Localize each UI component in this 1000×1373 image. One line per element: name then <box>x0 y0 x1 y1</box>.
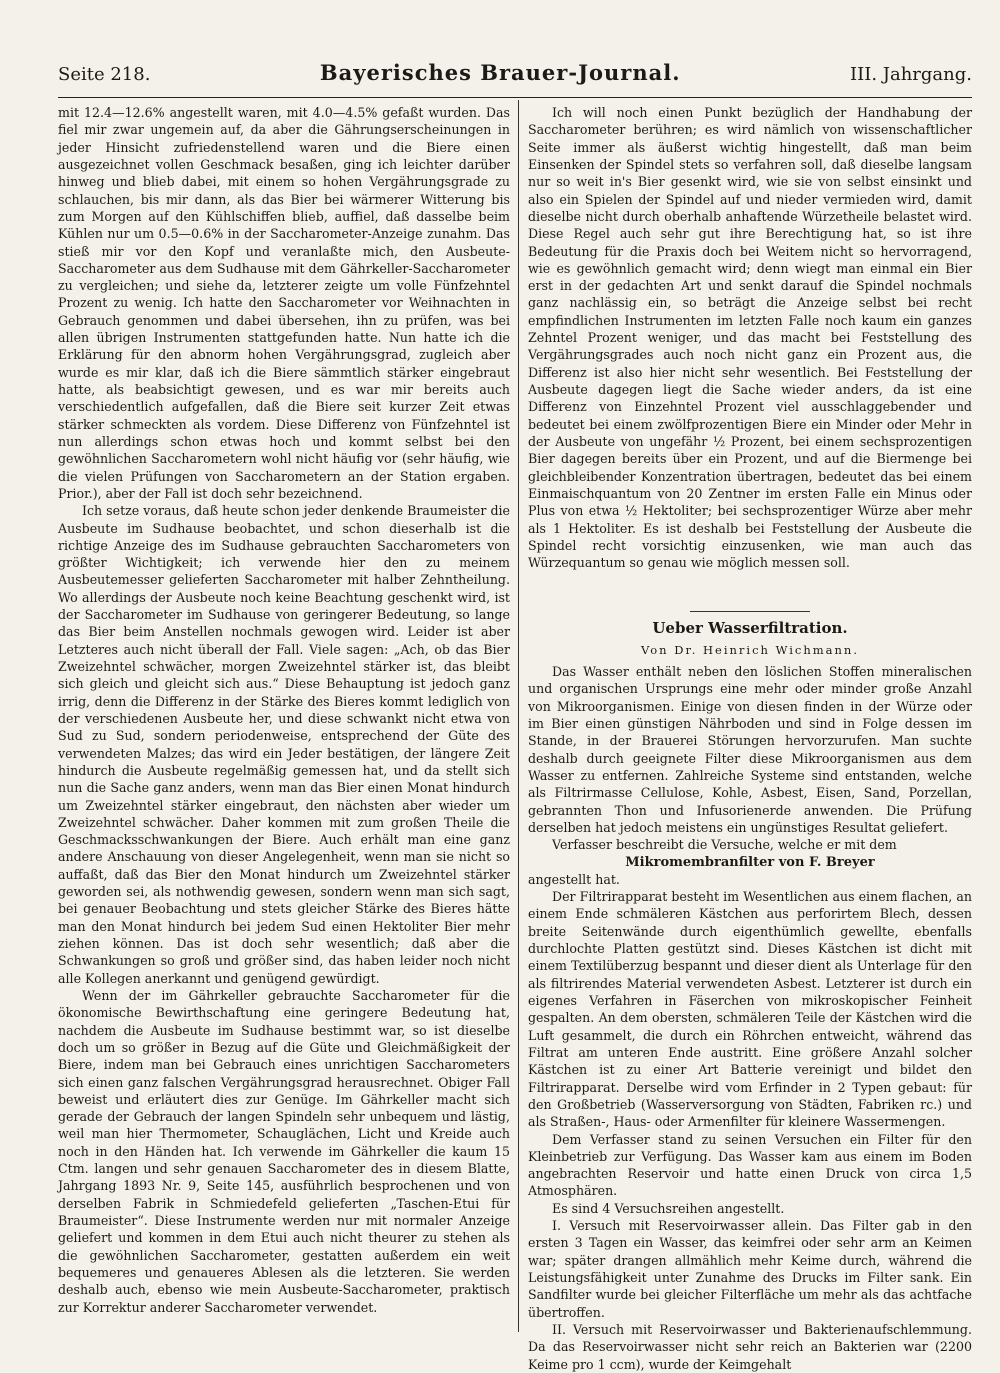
paragraph: angestellt hat. <box>528 871 620 887</box>
left-column <box>58 104 510 1316</box>
paragraph: II. Versuch mit Reservoirwasser und Bakterienaufschlemmung. Da das Reservoirwasser nicht sehr reich an Bakterien war (2200 Keime pro 1 ccm), wurde der Keimgehalt <box>528 1321 972 1372</box>
column-divider <box>518 100 519 1332</box>
journal-title: Bayerisches Brauer-Journal. <box>319 60 681 85</box>
paragraph: Ich setze voraus, daß heute schon jeder denkende Braumeister die Ausbeute im Sudhause beobachtet, und schon dieserhalb ist die richtige Anzeige des im Sudhause gebrauchten Saccharometers von größter Wichtigkeit; ich verwende hier den zu meinem Ausbeutemesser gelieferten Saccharometer mit halber Zehntheilung. Wo allerdings der Ausbeute noch keine Beachtung geschenkt wird, ist der Saccharometer im Sudhause von geringerer Bedeutung, so lange das Bier beim Anstellen nochmals gewogen wird. Leider ist aber Letzteres auch nicht überall der Fall. Viele sagen: „Ach, ob das Bier Zweizehntel schwächer, morgen Zweizehntel stärker ist, das bleibt sich gleich und gleicht sich aus.“ Diese Behauptung ist jedoch ganz irrig, denn die Differenz in der Stärke des Bieres kommt lediglich von der verschiedenen Ausbeute her, und diese schwankt nicht etwa von Sud zu Sud, sondern periodenweise, entsprechend der Güte des verwendeten Malzes; das wird ein Jeder bestätigen, der längere Zeit hindurch die Ausbeute regelmäßig gemessen hat, und da stellt sich nun die Sache ganz anders, wenn man das Bier einen Monat hindurch um Zweizehntel stärker eingebraut, den nächsten aber wieder um Zweizehntel schwächer. Daher kommen mit zum großen Theile die Geschmacksschwankungen der Biere. Auch erhält man eine ganz andere Anschauung von dieser Angelegenheit, wenn man sie nicht so auffaßt, daß das Bier den Monat hindurch um Zweizehntel stärker geworden sei, als nothwendig gewesen, sondern wenn man sich sagt, bei genauer Beobachtung und stets gleicher Stärke des Bieres hätte man den Monat hindurch bei jedem Sud einen Hektoliter Bier mehr ziehen können. Das ist doch sehr wesentlich; daß aber die Schwankungen so groß und größer sind, das haben leider noch nicht alle Kollegen anerkannt und genügend gewürdigt. <box>58 503 510 986</box>
article-title-text: Ueber Wasserfiltration. <box>652 619 848 638</box>
header-rule <box>58 97 972 98</box>
paragraph: Der Filtrirapparat besteht im Wesentlichen aus einem flachen, an einem Ende schmäleren Kästchen aus perforirtem Blech, dessen breite Seitenwände durch eigenthümlich gewellte, ebenfalls durchlochte Platten gestützt sind. Dieses Kästchen ist dicht mit einem Textilüberzug bespannt und dieser dient als Unterlage für den als filtrirendes Material verwendeten Asbest. Letzterer ist durch ein eigenes Verfahren in Fäserchen von mikroskopischer Feinheit gespalten. An dem obersten, schmäleren Teile der Kästchen wird die Luft gesammelt, die durch ein Röhrchen entweicht, während das Filtrat am unteren Ende austritt. Eine größere Anzahl solcher Kästchen ist zu einer Art Batterie vereinigt und bildet den Filtrirapparat. Derselbe wird vom Erfinder in 2 Typen gebaut: für den Großbetrieb (Wasserversorgung von Städten, Fabriken rc.) und als Straßen-, Haus- oder Armenfilter für kleinere Wassermengen. <box>528 889 972 1130</box>
paragraph: Das Wasser enthält neben den löslichen Stoffen mineralischen und organischen Ursprungs eine mehr oder minder große Anzahl von Mikroorganismen. Einige von diesen finden in der Würze oder im Bier einen günstigen Nährboden und sind in Folge dessen im Stande, in der Brauerei Störungen hervorzurufen. Man suchte deshalb durch geeignete Filter diese Mikroorganismen aus dem Wasser zu entfernen. Zahlreiche Systeme sind entstanden, welche als Filtrirmasse Cellulose, Kohle, Asbest, Eisen, Sand, Porzellan, gebrannten Thon und Infusorienerde anwenden. Die Prüfung derselben hat jedoch meistens ein ungünstiges Resultat geliefert. <box>528 664 972 835</box>
page-header <box>58 60 972 94</box>
page-number: Seite 218. <box>58 64 151 85</box>
paragraph: Dem Verfasser stand zu seinen Versuchen ein Filter für den Kleinbetrieb zur Verfügung. Das Wasser kam aus einem im Boden angebrachten Reservoir und hatte einen Druck von circa 1,5 Atmosphären. <box>528 1131 972 1199</box>
paragraph: I. Versuch mit Reservoirwasser allein. Das Filter gab in den ersten 3 Tagen ein Wasser, das keimfrei oder sehr arm an Keimen war; später drangen allmählich mehr Keime durch, während die Leistungsfähigkeit unter Zunahme des Drucks im Filter sank. Ein Sandfilter wurde bei gleicher Filterfläche um mehr als das achtfache übertroffen. <box>528 1218 972 1320</box>
paragraph: Ich will noch einen Punkt bezüglich der Handhabung der Saccharometer berühren; es wird nämlich von wissenschaftlicher Seite immer als äußerst wichtig hingestellt, daß man beim Einsenken der Spindel stets so verfahren soll, daß dieselbe langsam nur so weit in's Bier gesenkt wird, wie sie von selbst einsinkt und also ein Spielen der Spindel auf und nieder vermieden wird, damit dieselbe nicht durch oberhalb anhaftende Würzetheile belastet wird. Diese Regel auch sehr gut ihre Berechtigung hat, so ist ihre Bedeutung für die Praxis doch bei Weitem nicht so hervorragend, wie es gewöhnlich gemacht wird; denn wiegt man einmal ein Bier erst in der gedachten Art und senkt darauf die Spindel nochmals ganz nachlässig ein, so beträgt die Anzeige selbst bei recht empfindlichen Instrumenten im letzten Falle noch kaum ein ganzes Zehntel Prozent weniger, und das macht bei Feststellung des Vergährungsgrades auch noch nicht ganz ein Prozent aus, die Differenz ist also hier nicht sehr wesentlich. Bei Feststellung der Ausbeute dagegen liegt die Sache wieder anders, da ist eine Differenz von Einzehntel Prozent viel ausschlaggebender und bedeutet bei einem zwölfprozentigen Biere ein Minder oder Mehr in der Ausbeute von ungefähr ½ Prozent, bei einem sechsprozentigen Bier dagegen bereits über ein Prozent, und auf die Biermenge bei gleichbleibender Konzentration übertragen, bedeutet das bei einem Einmaischquantum von 20 Zentner im ersten Falle ein Minus oder Plus von etwa ½ Hektoliter; bei sechsprozentiger Würze aber mehr als 1 Hektoliter. Es ist deshalb bei Feststellung der Ausbeute die Spindel recht vorsichtig einzusenken, wie man auch das Würzequantum so genau wie möglich messen soll. <box>528 105 972 571</box>
volume-label: III. Jahrgang. <box>849 64 972 85</box>
paragraph: Wenn der im Gährkeller gebrauchte Saccharometer für die ökonomische Bewirthschaftung eine geringere Bedeutung hat, nachdem die Ausbeute im Sudhause bestimmt war, so ist dieselbe doch um so größer in Bezug auf die Güte und Gleichmäßigkeit der Biere, indem man bei Gebrauch eines unrichtigen Saccharometers sich einen ganz falschen Vergährungsgrad herausrechnet. Obiger Fall beweist und erläutert dies zur Genüge. Im Gährkeller macht sich gerade der Gebrauch der langen Spindeln sehr unbequem und lästig, weil man hier Thermometer, Schauglächen, Licht und Kreide auch noch in den Händen hat. Ich verwende im Gährkeller die kaum 15 Ctm. langen und sehr genauen Saccharometer des in diesem Blatte, Jahrgang 1893 Nr. 9, Seite 145, ausführlich besprochenen und von derselben Fabrik in Schmiedefeld gelieferten „Taschen-Etui für Braumeister“. Diese Instrumente werden nur mit normaler Anzeige geliefert und kommen in dem Etui auch nicht theurer zu stehen als die gewöhnlichen Saccharometer, gestatten außerdem ein weit bequemeres und genaueres Ablesen als die letzteren. Sie werden deshalb auch, ebenso wie mein Ausbeute-Saccharometer, praktisch zur Korrektur anderer Saccharometer verwendet. <box>58 987 510 1315</box>
title-rule <box>690 611 810 612</box>
paragraph: mit 12.4—12.6% angestellt waren, mit 4.0—4.5% gefaßt wurden. Das fiel mir zwar ungemein auf, da aber die Gährungserscheinungen in jeder Hinsicht zufriedenstellend waren und die Biere einen ausgezeichnet vollen Geschmack besaßen, ging ich leichter darüber hinweg und blieb dabei, mit einem so hohen Vergährungsgrade zu schlauchen, bis mir dann, als das Bier bei wärmerer Witterung bis zum Morgen auf den Kühlschiffen blieb, auffiel, daß dasselbe beim Kühlen nur um 0.5—0.6% in der Saccharometer-Anzeige zunahm. Das stieß mir vor den Kopf und veranlaßte mich, den Ausbeute-Saccharometer aus dem Sudhause mit dem Gährkeller-Saccharometer zu vergleichen; und siehe da, letzterer zeigte um volle Fünfzehntel Prozent zu wenig. Ich hatte den Saccharometer vor Weihnachten in Gebrauch genommen und dabei übersehen, ihn zu prüfen, was bei allen übrigen Instrumenten stattgefunden hatte. Nun hatte ich die Erklärung für den abnorm hohen Vergährungsgrad, zugleich aber wurde es mir klar, daß ich die Biere sämmtlich stärker eingebraut hatte, als beabsichtigt gewesen, und es war mir bereits auch verschiedentlich aufgefallen, daß die Biere seit kurzer Zeit etwas stärker schmeckten als vordem. Diese Differenz von Fünfzehntel ist nun allerdings schon etwas hoch und kommt selbst bei den gewöhnlichen Saccharometern wohl nicht häufig vor (sehr häufig, wie die vielen Prüfungen von Saccharometern an der Station ergaben. Prior.), aber der Fall ist doch sehr bezeichnend. <box>58 105 510 501</box>
paragraph: Verfasser beschreibt die Versuche, welche er mit dem <box>552 837 897 853</box>
article-byline: Von Dr. Heinrich Wichmann. <box>641 642 859 657</box>
article-title <box>528 611 972 637</box>
right-column <box>528 104 972 1373</box>
paragraph: Es sind 4 Versuchsreihen angestellt. <box>552 1200 785 1216</box>
filter-name: Mikromembranfilter von F. Breyer <box>625 854 875 870</box>
